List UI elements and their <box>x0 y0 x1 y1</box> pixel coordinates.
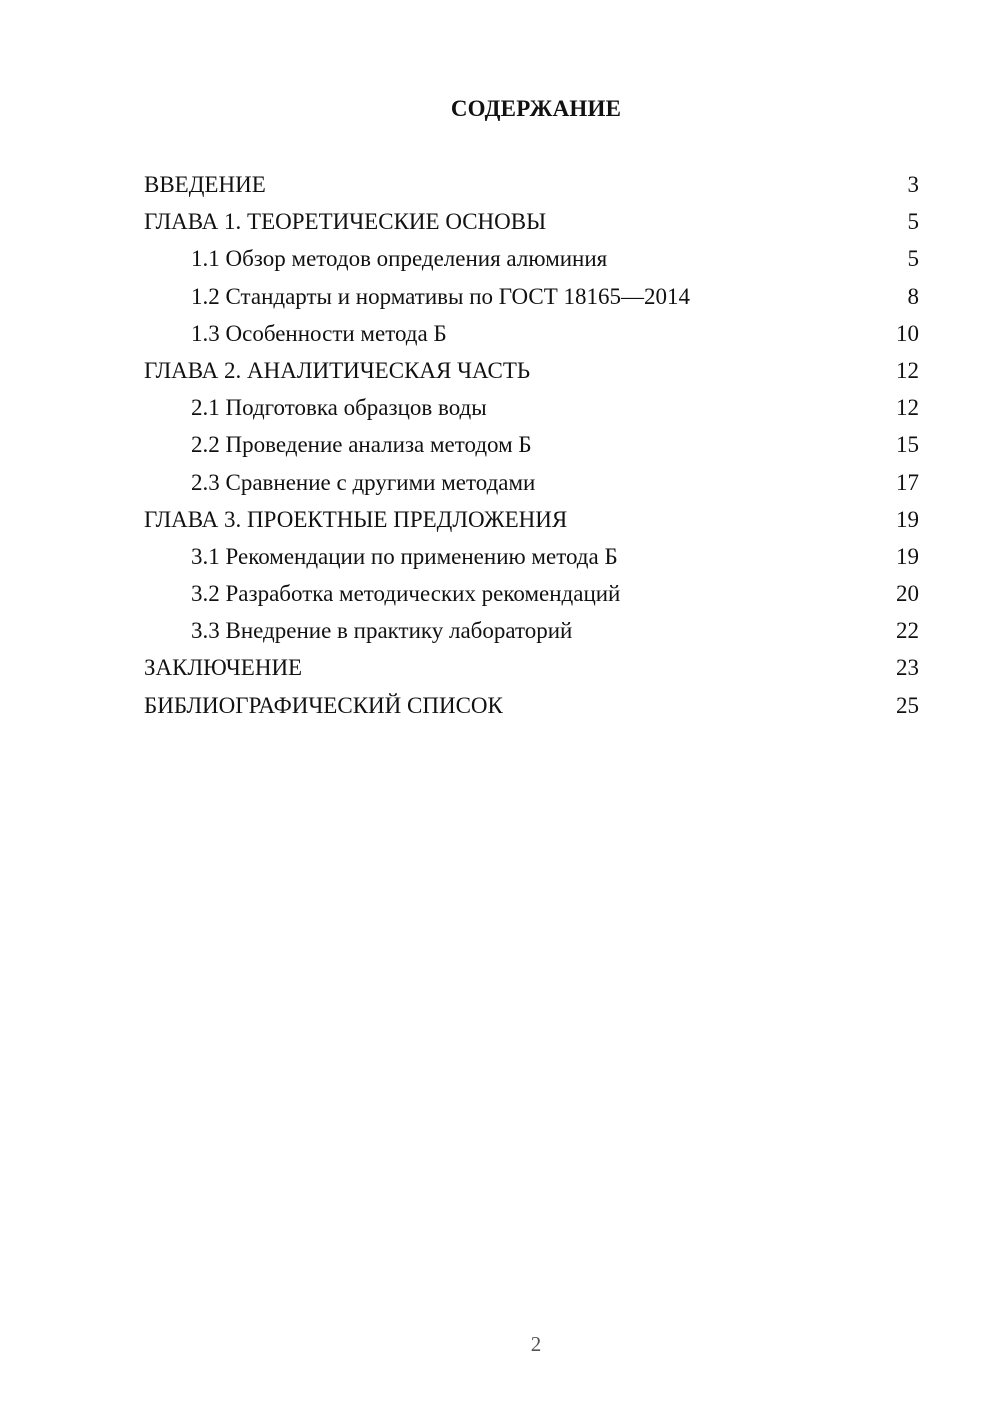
toc-entry-label: ВВЕДЕНИЕ <box>144 172 266 197</box>
toc-entry-page: 12 <box>896 357 919 383</box>
toc-entry-label: 2.3 Сравнение с другими методами <box>191 469 536 495</box>
toc-entry-page: 22 <box>896 618 919 644</box>
toc-entry-page: 3 <box>907 172 919 197</box>
toc-entry-section-1-2[interactable] <box>144 278 919 315</box>
toc-entry-page: 19 <box>896 506 919 532</box>
toc-entry-page: 17 <box>896 469 919 495</box>
toc-entry-label: ЗАКЛЮЧЕНИЕ <box>144 655 303 681</box>
toc-entry-page: 23 <box>896 655 919 681</box>
toc-title: СОДЕРЖАНИЕ <box>450 96 622 121</box>
toc-entry-page: 19 <box>896 543 919 569</box>
toc-entry-conclusion[interactable] <box>144 649 919 686</box>
toc-entry-section-2-1[interactable] <box>144 389 919 426</box>
toc-entry-page: 5 <box>907 246 919 272</box>
toc-entry-label: 2.2 Проведение анализа методом Б <box>191 432 532 458</box>
toc-entry-label: ГЛАВА 2. АНАЛИТИЧЕСКАЯ ЧАСТЬ <box>144 357 531 383</box>
table-of-contents <box>144 166 919 724</box>
toc-entry-label: 1.1 Обзор методов определения алюминия <box>191 246 608 272</box>
toc-entry-label: ГЛАВА 1. ТЕОРЕТИЧЕСКИЕ ОСНОВЫ <box>144 209 547 235</box>
toc-entry-label: 1.3 Особенности метода Б <box>191 320 447 346</box>
toc-entry-label: 3.3 Внедрение в практику лабораторий <box>191 618 573 644</box>
toc-entry-label: БИБЛИОГРАФИЧЕСКИЙ СПИСОК <box>144 692 503 718</box>
toc-entry-section-1-3[interactable] <box>144 315 919 352</box>
page-number: 2 <box>530 1332 542 1356</box>
toc-entry-bibliography[interactable] <box>144 687 919 724</box>
toc-entry-page: 5 <box>907 209 919 235</box>
toc-entry-page: 25 <box>896 692 919 718</box>
toc-entry-section-1-1[interactable] <box>144 240 919 277</box>
toc-entry-page: 15 <box>896 432 919 458</box>
toc-entry-page: 20 <box>896 581 919 607</box>
toc-entry-section-3-3[interactable] <box>144 612 919 649</box>
toc-entry-section-3-1[interactable] <box>144 538 919 575</box>
toc-entry-label: 1.2 Стандарты и нормативы по ГОСТ 18165—2014 <box>191 283 691 309</box>
toc-entry-page: 12 <box>896 395 919 421</box>
toc-entry-page: 8 <box>907 283 919 309</box>
toc-entry-page: 10 <box>896 320 919 346</box>
toc-entry-label: 2.1 Подготовка образцов воды <box>191 395 487 421</box>
toc-entry-label: 3.1 Рекомендации по применению метода Б <box>191 543 618 569</box>
toc-entry-label: 3.2 Разработка методических рекомендаций <box>191 581 621 607</box>
toc-entry-chapter-3[interactable] <box>144 501 919 538</box>
toc-entry-introduction[interactable] <box>144 166 919 203</box>
toc-entry-label: ГЛАВА 3. ПРОЕКТНЫЕ ПРЕДЛОЖЕНИЯ <box>144 506 568 532</box>
toc-entry-chapter-2[interactable] <box>144 352 919 389</box>
toc-entry-section-2-3[interactable] <box>144 464 919 501</box>
toc-entry-chapter-1[interactable] <box>144 203 919 240</box>
toc-entry-section-2-2[interactable] <box>144 426 919 463</box>
toc-entry-section-3-2[interactable] <box>144 575 919 612</box>
